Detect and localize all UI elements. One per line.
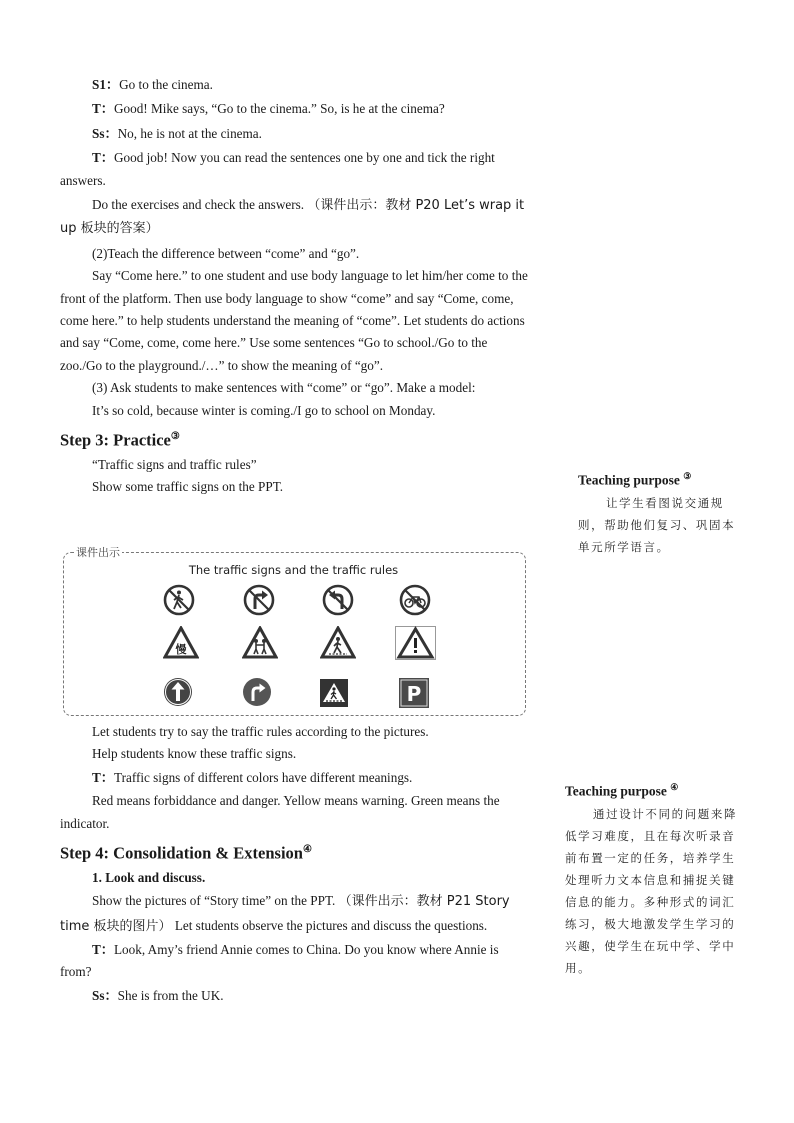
parking-icon <box>399 678 429 708</box>
slow-warning-icon <box>163 626 199 660</box>
dialogue-line <box>60 123 530 145</box>
speaker: Ss： <box>92 987 118 1003</box>
courseware-note: （课件出示：教材 P21 Story time 板块的图片） <box>60 893 510 934</box>
main-column-lower <box>60 721 530 1007</box>
speaker: T： <box>92 769 114 785</box>
step4-heading: Step 4: Consolidation & Extension④ <box>60 843 312 863</box>
side-title: Teaching purpose ④ <box>565 782 679 799</box>
children-warning-icon <box>242 626 278 660</box>
paragraph: (2)Teach the difference between “come” and “go”. <box>92 245 360 261</box>
turn-right-arrow-icon <box>242 677 272 707</box>
pedestrian-warning-icon <box>320 626 356 660</box>
no-pedestrians-icon <box>163 584 195 616</box>
turn-left-icon <box>322 584 354 616</box>
caution-icon <box>395 626 436 660</box>
side-text: 让学生看图说交通规则，帮助他们复习、巩固本单元所学语言。 <box>578 495 736 554</box>
paragraph: (3) Ask students to make sentences with “come” or “go”. Make a model: <box>92 380 476 396</box>
teaching-purpose-3 <box>578 465 748 558</box>
dialogue-line <box>60 939 530 984</box>
dialogue-line <box>60 74 530 96</box>
dialogue-line <box>60 98 530 120</box>
line-text: No, he is not at the cinema. <box>117 125 262 141</box>
paragraph: Show some traffic signs on the PPT. <box>92 479 284 494</box>
line-text: Traffic signs of different colors have different meanings. <box>113 769 413 785</box>
line-text: She is from the UK. <box>117 987 224 1003</box>
teaching-purpose-4 <box>565 776 743 979</box>
main-column <box>60 74 530 498</box>
paragraph: “Traffic signs and traffic rules” <box>92 456 257 472</box>
speaker: S1： <box>92 77 120 92</box>
go-straight-icon <box>163 677 193 707</box>
figure-title: The traffic signs and the traffic rules <box>188 563 399 577</box>
speaker: T： <box>92 941 114 957</box>
speaker: T： <box>92 150 114 166</box>
figure-tag: 课件出示 <box>76 546 120 559</box>
paragraph <box>60 194 530 241</box>
dialogue-line <box>60 985 530 1007</box>
speaker: Ss： <box>92 125 118 141</box>
paragraph: Red means forbiddance and danger. Yellow means warning. Green means the indicator. <box>60 793 500 831</box>
line-text: Good! Mike says, “Go to the cinema.” So, is he at the cinema? <box>113 101 445 117</box>
svg-text:P: P <box>406 682 422 706</box>
speaker: T： <box>92 101 114 117</box>
courseware-note: （课件出示：教材 P20 Let’s wrap it up 板块的答案） <box>60 198 525 237</box>
subheading: 1. Look and discuss. <box>92 869 206 885</box>
paragraph: Let students try to say the traffic rules according to the pictures. <box>92 724 429 739</box>
dialogue-line <box>60 147 530 192</box>
paragraph: It’s so cold, because winter is coming./I go to school on Monday. <box>92 402 436 418</box>
turn-right-icon <box>243 584 275 616</box>
svg-text:慢: 慢 <box>175 643 187 656</box>
no-bicycles-icon <box>399 584 431 616</box>
paragraph: Help students know these traffic signs. <box>92 746 297 762</box>
line-text: Go to the cinema. <box>119 77 213 92</box>
line-text: Good job! Now you can read the sentences one by one and tick the right answers. <box>60 150 495 188</box>
step3-heading: Step 3: Practice③ <box>60 430 180 450</box>
paragraph: Say “Come here.” to one student and use body language to let him/her come to the front of the platform. Then use body language to show “come” and say “Come, come, come here.” to help students understand the meaning of “come”. Let students do actions and say “Come, come, come here.” Use some sentences “Go to school./Go to the zoo./Go to the playground./…” to show the meaning of “go”. <box>60 268 528 373</box>
side-title: Teaching purpose ③ <box>578 471 692 488</box>
line-text: Do the exercises and check the answers. <box>92 197 305 213</box>
paragraph: Show the pictures of “Story time” on the PPT. （课件出示：教材 P21 Story time 板块的图片） Let students observe the pictures and discuss the questions. <box>60 892 510 934</box>
crosswalk-icon <box>320 679 348 707</box>
line-text: Look, Amy’s friend Annie comes to China. Do you know where Annie is from? <box>60 941 499 980</box>
dialogue-line <box>60 767 530 789</box>
side-text: 通过设计不同的问题来降低学习难度，且在每次听录音前布置一定的任务，培养学生处理听力文本信息和捕捉关键信息的能力。多种形式的词汇练习，极大地激发学生学习的兴趣，使学生在玩中学、学中用。 <box>565 806 738 975</box>
